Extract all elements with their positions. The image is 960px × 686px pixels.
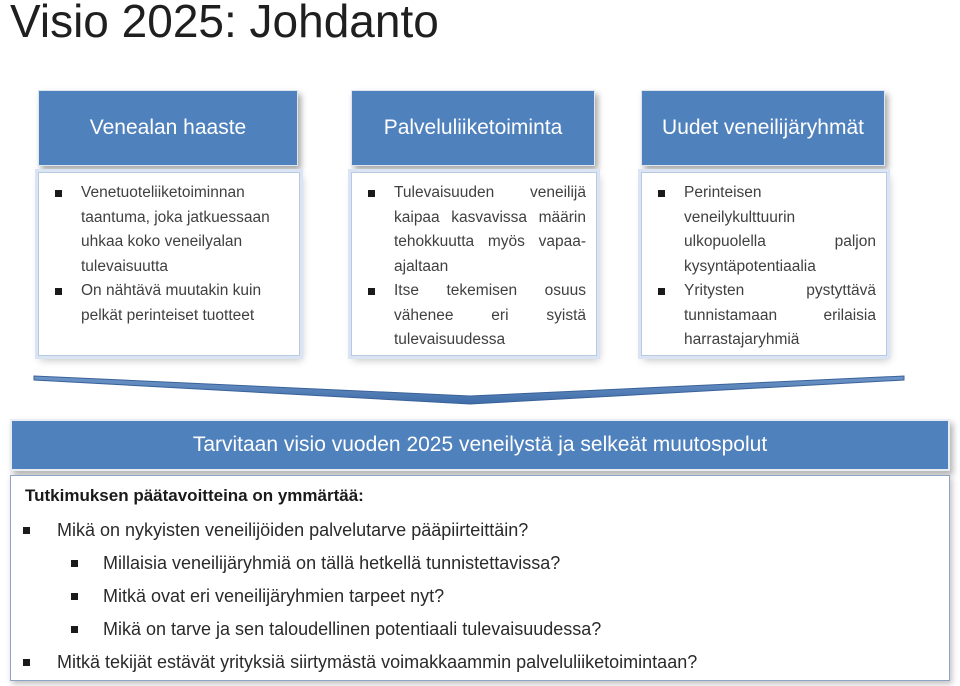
column-body-venealan-haaste — [38, 172, 300, 356]
goal-item: Mitkä tekijät estävät yrityksiä siirtymästä voimakkaammin palveluliiketoimintaan? — [57, 652, 697, 673]
list-item: Perinteisen veneilykulttuurin ulkopuolella paljon kysyntäpotentiaalia — [656, 181, 876, 279]
column-body-palveluliiketoiminta — [351, 172, 597, 356]
list-item: Yritysten pystyttävä tunnistamaan erilaisia harrastajaryhmiä — [656, 279, 876, 353]
square-bullet-icon — [368, 190, 375, 197]
square-bullet-icon — [71, 626, 78, 633]
square-bullet-icon — [23, 659, 30, 666]
down-chevron-arrow — [30, 372, 910, 408]
square-bullet-icon — [71, 560, 78, 567]
square-bullet-icon — [55, 288, 62, 295]
goal-item: Mikä on nykyisten veneilijöiden palvelutarve pääpiirteittäin? — [57, 520, 528, 541]
goal-item: Millaisia veneilijäryhmiä on tällä hetkellä tunnistettavissa? — [103, 553, 560, 574]
square-bullet-icon — [55, 190, 62, 197]
column-header-uudet-veneilijaryhmat — [641, 90, 885, 166]
goal-item: Mikä on tarve ja sen taloudellinen potentiaali tulevaisuudessa? — [103, 619, 601, 640]
column-body-uudet-veneilijaryhmat — [641, 172, 887, 356]
list-item: On nähtävä muutakin kuin pelkät perinteiset tuotteet — [53, 279, 289, 328]
column-header-palveluliiketoiminta — [351, 90, 595, 166]
goals-heading: Tutkimuksen päätavoitteina on ymmärtää: — [25, 486, 364, 505]
square-bullet-icon — [658, 288, 665, 295]
goal-item: Mitkä ovat eri veneilijäryhmien tarpeet nyt? — [103, 586, 444, 607]
list-item: Tulevaisuuden veneilijä kaipaa kasvavissa määrin tehokkuutta myös vapaa-ajaltaan — [366, 181, 586, 279]
square-bullet-icon — [23, 527, 30, 534]
list-item: Itse tekemisen osuus vähenee eri syistä tulevaisuudessa — [366, 279, 586, 353]
slide-title: Visio 2025: Johdanto — [10, 0, 439, 47]
column-header-label: Palveluliiketoiminta — [383, 116, 563, 140]
square-bullet-icon — [71, 593, 78, 600]
column-header-venealan-haaste — [38, 90, 298, 166]
square-bullet-icon — [368, 288, 375, 295]
column-header-label: Venealan haaste — [89, 116, 247, 140]
banner-text: Tarvitaan visio vuoden 2025 veneilystä ja selkeät muutospolut — [192, 433, 768, 456]
vision-banner — [10, 419, 950, 471]
column-header-label: Uudet veneilijäryhmät — [662, 116, 864, 140]
list-item: Venetuoteliiketoiminnan taantuma, joka jatkuessaan uhkaa koko veneilyalan tulevaisuutta — [53, 181, 289, 279]
research-goals-box — [10, 475, 950, 681]
square-bullet-icon — [658, 190, 665, 197]
